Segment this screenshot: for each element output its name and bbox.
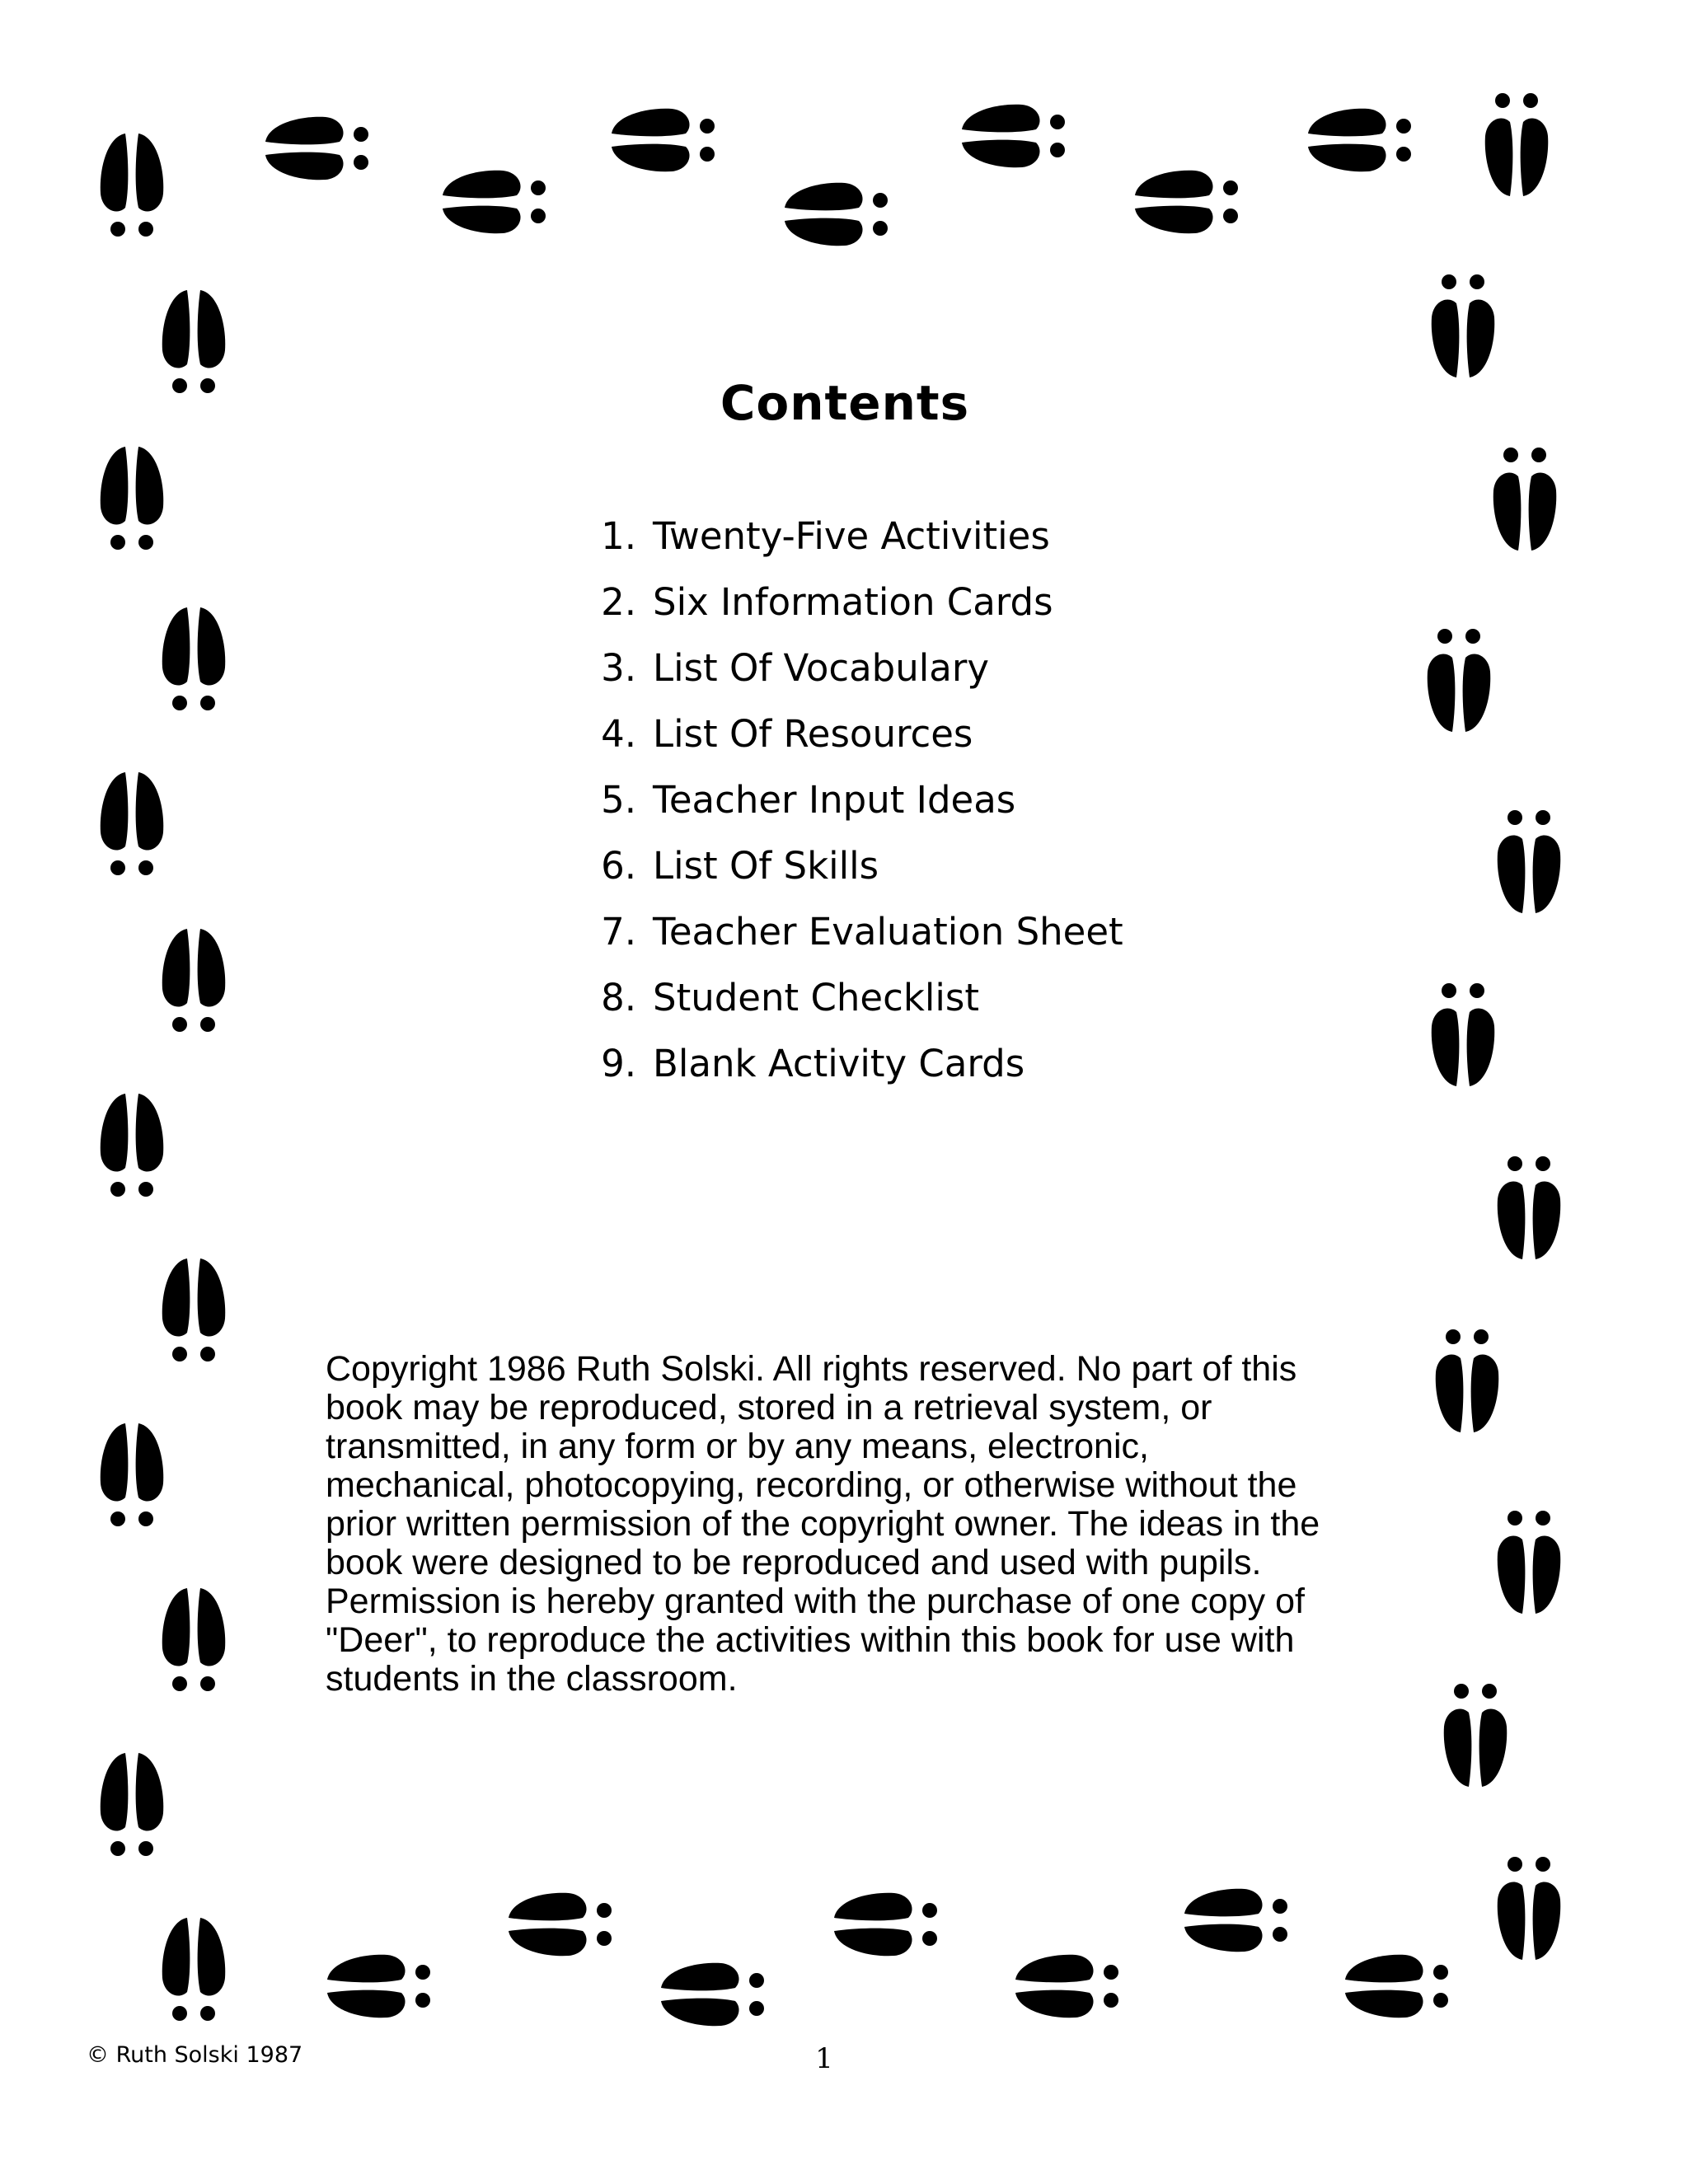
deer-hoof-print-icon <box>443 171 546 234</box>
deer-hoof-print-icon <box>101 134 164 237</box>
item-label: Teacher Evaluation Sheet <box>653 909 1123 954</box>
item-label: Student Checklist <box>653 975 979 1019</box>
deer-hoof-print-icon <box>101 1094 164 1197</box>
item-number: 2. <box>601 579 636 624</box>
copyright-notice: Copyright 1986 Ruth Solski. All rights reserved. No part of this book may be reproduced, stored in a retrieval system, or transmitted, in any form or by any means, electronic, mechanical, photocopying, recording, or otherwise without the prior written permission of the copyright owner. The ideas in the book were designed to be reproduced and used with pupils. Permission is hereby granted with the purchase of one copy of "Deer", to reproduce the activities within this book for use with students in the classroom. <box>326 1349 1320 1699</box>
item-number: 7. <box>601 909 636 954</box>
contents-item <box>577 635 1319 701</box>
deer-hoof-print-icon <box>509 1893 612 1957</box>
deer-hoof-print-icon <box>101 447 164 550</box>
page-title: Contents <box>720 375 970 431</box>
item-number: 9. <box>601 1041 636 1085</box>
deer-hoof-print-icon <box>101 772 164 875</box>
deer-hoof-print-icon <box>162 290 226 393</box>
item-label: Twenty-Five Activities <box>653 513 1050 558</box>
deer-hoof-print-icon <box>785 183 888 246</box>
deer-hoof-print-icon <box>661 1963 764 2027</box>
deer-hoof-print-icon <box>1444 1684 1507 1787</box>
item-number: 5. <box>601 777 636 822</box>
deer-hoof-print-icon <box>1308 109 1411 172</box>
deer-hoof-print-icon <box>1432 274 1495 377</box>
contents-item <box>577 569 1319 635</box>
footer-copyright: © Ruth Solski 1987 <box>87 2042 303 2068</box>
item-number: 6. <box>601 843 636 888</box>
deer-hoof-print-icon <box>1015 1955 1118 2018</box>
deer-hoof-print-icon <box>1493 448 1557 551</box>
deer-hoof-print-icon <box>162 1918 226 2021</box>
deer-hoof-print-icon <box>162 1588 226 1691</box>
item-label: Six Information Cards <box>653 579 1053 624</box>
contents-item <box>577 766 1319 832</box>
contents-item <box>577 964 1319 1030</box>
item-label: List Of Vocabulary <box>653 645 989 690</box>
deer-hoof-print-icon <box>162 929 226 1032</box>
contents-item <box>577 503 1319 569</box>
deer-hoof-print-icon <box>1436 1329 1499 1432</box>
deer-hoof-print-icon <box>1184 1889 1287 1952</box>
deer-hoof-print-icon <box>1432 983 1495 1086</box>
item-number: 1. <box>601 513 636 558</box>
contents-item <box>577 832 1319 898</box>
deer-hoof-print-icon <box>162 607 226 710</box>
deer-hoof-print-icon <box>327 1955 430 2018</box>
deer-hoof-print-icon <box>1345 1955 1448 2018</box>
item-number: 4. <box>601 711 636 756</box>
contents-item <box>577 898 1319 964</box>
deer-hoof-print-icon <box>1135 171 1238 234</box>
item-label: List Of Resources <box>653 711 973 756</box>
deer-hoof-print-icon <box>1498 1511 1561 1614</box>
page-number: 1 <box>815 2042 833 2075</box>
deer-hoof-print-icon <box>101 1423 164 1526</box>
deer-hoof-print-icon <box>612 109 715 172</box>
item-label: Blank Activity Cards <box>653 1041 1025 1085</box>
deer-hoof-print-icon <box>1485 93 1549 196</box>
deer-hoof-print-icon <box>265 117 368 180</box>
deer-hoof-print-icon <box>1498 1156 1561 1259</box>
deer-hoof-print-icon <box>1498 1857 1561 1960</box>
contents-list <box>577 503 1319 1096</box>
deer-hoof-print-icon <box>1428 629 1491 732</box>
deer-hoof-print-icon <box>834 1893 937 1957</box>
contents-item <box>577 1030 1319 1096</box>
deer-hoof-print-icon <box>101 1753 164 1856</box>
item-number: 3. <box>601 645 636 690</box>
contents-item <box>577 701 1319 766</box>
deer-hoof-print-icon <box>1498 810 1561 913</box>
item-label: Teacher Input Ideas <box>653 777 1016 822</box>
deer-hoof-print-icon <box>962 105 1065 168</box>
deer-hoof-print-icon <box>162 1258 226 1361</box>
item-label: List Of Skills <box>653 843 879 888</box>
item-number: 8. <box>601 975 636 1019</box>
